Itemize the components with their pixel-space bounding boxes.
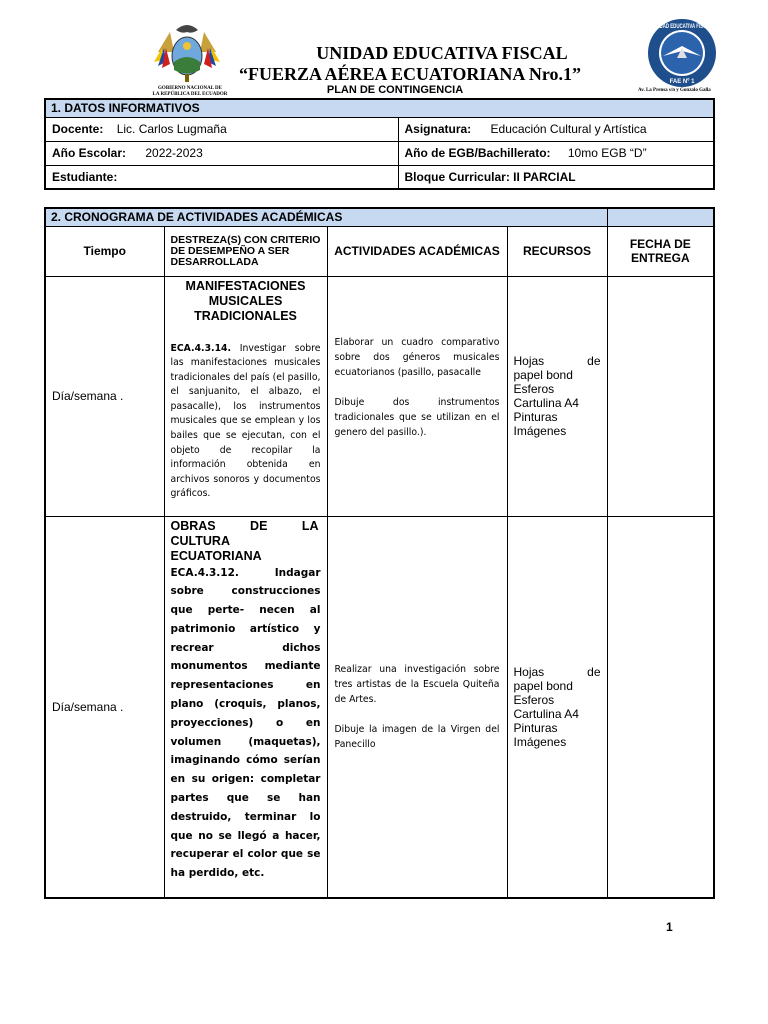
- egb-cell: [398, 141, 714, 165]
- datos-informativos-table: [44, 98, 715, 190]
- cronograma-table: [44, 207, 715, 899]
- header-destreza: DESTREZA(S) CON CRITERIO DE DESEMPEÑO A SER DESARROLLADA: [164, 226, 327, 276]
- actividades-cell: [327, 516, 507, 898]
- recurso-line: Hojas de: [513, 354, 601, 368]
- recursos-cell: [507, 276, 607, 516]
- plan-title: PLAN DE CONTINGENCIA: [326, 84, 464, 96]
- section-title-cronograma: 2. CRONOGRAMA DE ACTIVIDADES ACADÉMICAS: [45, 208, 607, 226]
- actividad-1: Elaborar un cuadro comparativo sobre dos géneros musicales ecuatorianos (pasillo, pasacalle: [334, 336, 500, 378]
- recurso-line: Cartulina A4: [513, 706, 579, 721]
- fecha-cell: [607, 276, 714, 516]
- recurso-line: Imágenes: [513, 424, 567, 438]
- estudiante-label: Estudiante:: [52, 169, 118, 184]
- destreza-body: Investigar sobre las manifestaciones musicales tradicionales del país (el pasillo, el sanjuanito, el albazo, el pasacalle), los instrumentos musicales que se emplean y los bailes que se ejecutan, con el objeto de recopilar la información obtenida en archivos sonoros y documentos gráficos.: [170, 342, 321, 500]
- gov-line-2: LA REPÚBLICA DEL ECUADOR: [152, 92, 228, 97]
- actividad-2: Dibuje la imagen de la Virgen del Panecillo: [334, 723, 500, 750]
- table-row: [45, 516, 714, 898]
- school-address: Av. La Prensa s/n y Gonzalo Galla: [638, 88, 711, 93]
- egb-value: 10mo EGB “D”: [567, 146, 647, 160]
- bloque-label: Bloque Curricular: II PARCIAL: [404, 169, 576, 184]
- asignatura-value: Educación Cultural y Artística: [490, 122, 647, 136]
- destreza-text: [171, 342, 321, 503]
- badge-bottom-text: FAE Nº 1: [669, 79, 695, 85]
- egb-label: Año de EGB/Bachillerato:: [404, 146, 551, 160]
- school-name: UNIDAD EDUCATIVA FISCAL: [316, 43, 568, 63]
- section-title-datos: 1. DATOS INFORMATIVOS: [45, 99, 714, 117]
- docente-label: Docente:: [52, 122, 104, 136]
- government-caption: [140, 86, 240, 98]
- section-title-blank: [607, 208, 714, 226]
- recurso-line: papel bond: [513, 678, 573, 693]
- bloque-cell: [398, 165, 714, 189]
- recurso-line: Esferos: [513, 692, 555, 707]
- docente-value: Lic. Carlos Lugmaña: [116, 122, 227, 136]
- header-actividades: ACTIVIDADES ACADÉMICAS: [327, 226, 507, 276]
- page-number: 1: [666, 920, 673, 934]
- recursos-cell: [507, 516, 607, 898]
- destreza-code: ECA.4.3.14.: [170, 342, 232, 354]
- actividad-2: Dibuje dos instrumentos tradicionales que se utilizan en el genero del pasillo.).: [334, 396, 500, 438]
- destreza-cell: [164, 276, 327, 516]
- estudiante-cell: [45, 165, 398, 189]
- destreza-title: MANIFESTACIONES MUSICALES TRADICIONALES: [185, 278, 306, 323]
- tiempo-cell: Día/semana .: [45, 276, 164, 516]
- docente-cell: [45, 117, 398, 141]
- table-row: [45, 276, 714, 516]
- asignatura-label: Asignatura:: [404, 122, 472, 136]
- recurso-line: papel bond: [513, 368, 573, 382]
- school-name-2: “FUERZA AÉREA ECUATORIANA Nro.1”: [238, 64, 582, 84]
- anio-value: 2022-2023: [145, 146, 203, 160]
- header-tiempo: Tiempo: [45, 226, 164, 276]
- recurso-line: Cartulina A4: [513, 396, 579, 410]
- actividades-cell: [327, 276, 507, 516]
- recurso-line: Imágenes: [513, 734, 567, 749]
- destreza-text: ECA.4.3.12. Indagar sobre construcciones que perte- necen al patrimonio artístico y recrear dichos monumentos mediante representaciones en plano (croquis, planos, proyecciones) o en volumen (maquetas), imaginando cómo serían en su origen: completar partes que se han destruido, terminar lo que no se llegó a hacer, recuperar el color que se ha perdido, etc.: [170, 566, 321, 880]
- anio-label: Año Escolar:: [52, 146, 127, 160]
- recurso-line: Esferos: [513, 382, 555, 396]
- gov-line-1: GOBIERNO NACIONAL DE: [158, 86, 222, 91]
- destreza-cell: [164, 516, 327, 898]
- anio-cell: [45, 141, 398, 165]
- asignatura-cell: [398, 117, 714, 141]
- header-fecha: FECHA DE ENTREGA: [607, 226, 714, 276]
- actividad-1: Realizar una investigación sobre tres artistas de la Escuela Quiteña de Artes.: [334, 663, 500, 705]
- tiempo-cell: Día/semana .: [45, 516, 164, 898]
- badge-top-text: UNIDAD EDUCATIVA FISCAL: [652, 24, 713, 30]
- recurso-line: Hojas de: [513, 664, 601, 679]
- destreza-title: OBRAS DE LA CULTURA ECUATORIANA: [170, 518, 319, 563]
- fecha-cell: [607, 516, 714, 898]
- header-recursos: RECURSOS: [507, 226, 607, 276]
- school-badge-logo: [647, 18, 717, 88]
- recurso-line: Pinturas: [513, 720, 558, 735]
- recurso-line: Pinturas: [513, 410, 558, 424]
